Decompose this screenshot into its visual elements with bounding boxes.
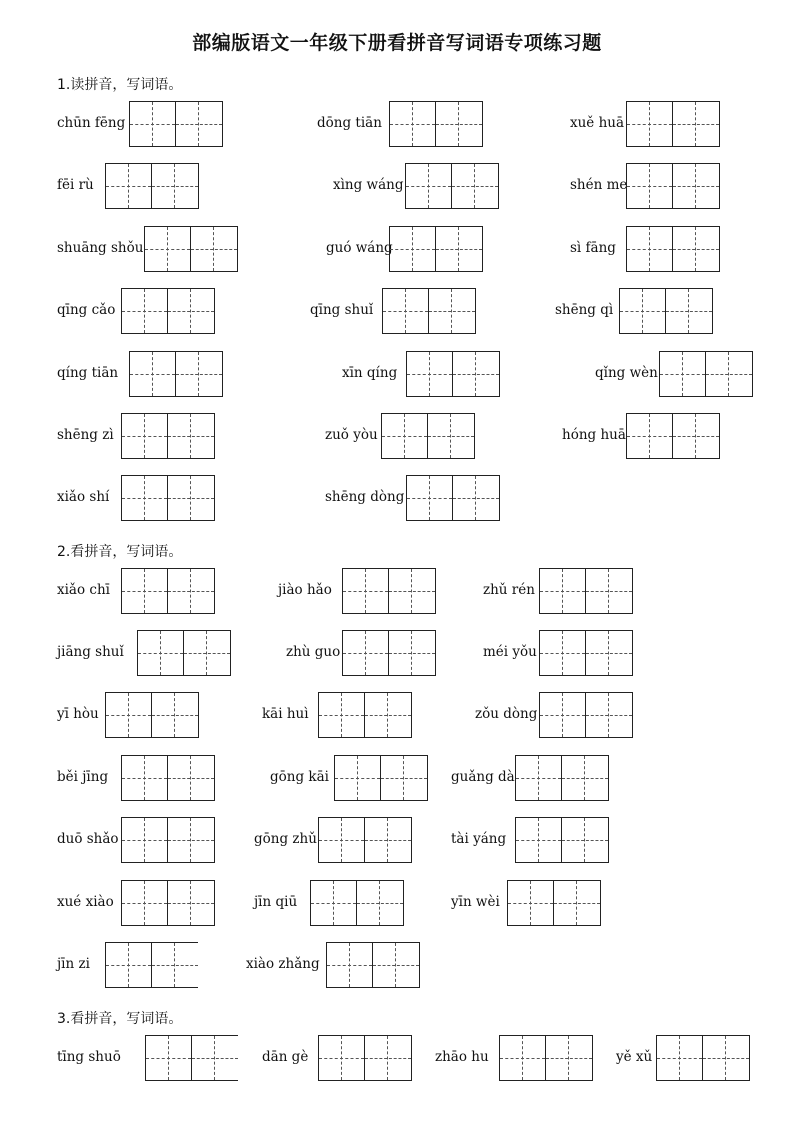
tian-zi-ge-cell[interactable]: [168, 414, 214, 458]
pinyin-prompt: zuǒ yòu: [325, 427, 378, 443]
tian-zi-ge-cell[interactable]: [627, 102, 673, 146]
tian-zi-ge-cell[interactable]: [540, 693, 586, 737]
tian-zi-ge-cell[interactable]: [168, 476, 214, 520]
tian-zi-ge-cell[interactable]: [627, 414, 673, 458]
writing-grid[interactable]: [626, 163, 720, 209]
tian-zi-ge-cell[interactable]: [562, 818, 608, 862]
tian-zi-ge-cell[interactable]: [406, 164, 452, 208]
worksheet-title: 部编版语文一年级下册看拼音写词语专项练习题: [192, 32, 602, 54]
tian-zi-ge-cell[interactable]: [365, 693, 411, 737]
tian-zi-ge-cell[interactable]: [146, 1036, 192, 1080]
tian-zi-ge-cell[interactable]: [168, 818, 214, 862]
pinyin-prompt: jiāng shuǐ: [57, 644, 124, 660]
tian-zi-ge-cell[interactable]: [389, 631, 435, 675]
tian-zi-ge-cell[interactable]: [586, 569, 632, 613]
pinyin-prompt: xué xiào: [57, 894, 114, 910]
tian-zi-ge-cell[interactable]: [428, 414, 474, 458]
writing-grid[interactable]: [121, 413, 215, 459]
pinyin-prompt: zǒu dòng: [475, 706, 538, 722]
tian-zi-ge-cell[interactable]: [357, 881, 403, 925]
tian-zi-ge-cell[interactable]: [706, 352, 752, 396]
tian-zi-ge-cell[interactable]: [627, 164, 673, 208]
pinyin-prompt: tīng shuō: [57, 1049, 121, 1065]
tian-zi-ge-cell[interactable]: [516, 756, 562, 800]
writing-grid[interactable]: [382, 288, 476, 334]
writing-grid[interactable]: [389, 226, 483, 272]
tian-zi-ge-cell[interactable]: [327, 943, 373, 987]
tian-zi-ge-cell[interactable]: [383, 289, 429, 333]
writing-grid[interactable]: [626, 226, 720, 272]
writing-grid[interactable]: [626, 101, 720, 147]
writing-grid[interactable]: [121, 568, 215, 614]
tian-zi-ge-cell[interactable]: [554, 881, 600, 925]
tian-zi-ge-cell[interactable]: [407, 352, 453, 396]
tian-zi-ge-cell[interactable]: [382, 414, 428, 458]
tian-zi-ge-cell[interactable]: [436, 102, 482, 146]
writing-grid[interactable]: [121, 755, 215, 801]
pinyin-prompt: fēi rù: [57, 177, 94, 193]
pinyin-prompt: hóng huā: [562, 427, 626, 443]
tian-zi-ge-cell[interactable]: [673, 164, 719, 208]
pinyin-prompt: xiào zhǎng: [246, 956, 320, 972]
writing-grid[interactable]: [121, 288, 215, 334]
pinyin-prompt: xuě huā: [570, 115, 625, 131]
tian-zi-ge-cell[interactable]: [452, 164, 498, 208]
tian-zi-ge-cell[interactable]: [390, 102, 436, 146]
writing-grid[interactable]: [334, 755, 428, 801]
tian-zi-ge-cell[interactable]: [660, 352, 706, 396]
tian-zi-ge-cell[interactable]: [106, 164, 152, 208]
tian-zi-ge-cell[interactable]: [453, 476, 499, 520]
pinyin-prompt: kāi huì: [262, 706, 309, 722]
writing-grid[interactable]: [105, 942, 198, 988]
pinyin-prompt: yě xǔ: [616, 1049, 653, 1065]
tian-zi-ge-cell[interactable]: [546, 1036, 592, 1080]
tian-zi-ge-cell[interactable]: [191, 227, 237, 271]
pinyin-prompt: tài yáng: [451, 831, 507, 847]
pinyin-prompt: shēng dòng: [325, 489, 405, 505]
tian-zi-ge-cell[interactable]: [673, 227, 719, 271]
pinyin-prompt: sì fāng: [570, 240, 616, 256]
writing-grid[interactable]: [318, 817, 412, 863]
pinyin-prompt: méi yǒu: [483, 644, 537, 660]
pinyin-prompt: guó wáng: [326, 240, 393, 256]
writing-grid[interactable]: [619, 288, 713, 334]
pinyin-prompt: gōng zhǔ: [254, 831, 317, 847]
tian-zi-ge-cell[interactable]: [145, 227, 191, 271]
pinyin-prompt: qíng tiān: [57, 365, 119, 381]
tian-zi-ge-cell[interactable]: [319, 1036, 365, 1080]
section-3-heading: 3.看拼音，写词语。: [57, 1011, 183, 1027]
tian-zi-ge-cell[interactable]: [673, 414, 719, 458]
tian-zi-ge-cell[interactable]: [130, 102, 176, 146]
tian-zi-ge-cell[interactable]: [673, 102, 719, 146]
tian-zi-ge-cell[interactable]: [106, 693, 152, 737]
tian-zi-ge-cell[interactable]: [666, 289, 712, 333]
tian-zi-ge-cell[interactable]: [343, 631, 389, 675]
writing-grid[interactable]: [626, 413, 720, 459]
tian-zi-ge-cell[interactable]: [381, 756, 427, 800]
writing-grid[interactable]: [342, 568, 436, 614]
writing-grid[interactable]: [105, 163, 199, 209]
tian-zi-ge-cell[interactable]: [586, 631, 632, 675]
writing-grid[interactable]: [515, 755, 609, 801]
writing-grid[interactable]: [539, 630, 633, 676]
tian-zi-ge-cell[interactable]: [343, 569, 389, 613]
writing-grid[interactable]: [342, 630, 436, 676]
tian-zi-ge-cell[interactable]: [106, 943, 152, 987]
writing-grid[interactable]: [539, 568, 633, 614]
pinyin-prompt: gōng kāi: [270, 769, 329, 785]
pinyin-prompt: běi jīng: [57, 769, 109, 785]
tian-zi-ge-cell[interactable]: [508, 881, 554, 925]
writing-grid[interactable]: [121, 817, 215, 863]
writing-grid[interactable]: [659, 351, 753, 397]
tian-zi-ge-cell[interactable]: [429, 289, 475, 333]
writing-grid[interactable]: [145, 1035, 238, 1081]
tian-zi-ge-cell[interactable]: [516, 818, 562, 862]
tian-zi-ge-cell[interactable]: [365, 818, 411, 862]
pinyin-prompt: shuāng shǒu: [57, 240, 144, 256]
pinyin-prompt: duō shǎo: [57, 831, 119, 847]
pinyin-prompt: chūn fēng: [57, 115, 126, 131]
pinyin-prompt: guǎng dà: [451, 769, 515, 785]
tian-zi-ge-cell[interactable]: [389, 569, 435, 613]
pinyin-prompt: zhù guo: [286, 644, 341, 660]
tian-zi-ge-cell[interactable]: [436, 227, 482, 271]
writing-grid[interactable]: [381, 413, 475, 459]
writing-grid[interactable]: [129, 351, 223, 397]
writing-grid[interactable]: [310, 880, 404, 926]
tian-zi-ge-cell[interactable]: [311, 881, 357, 925]
tian-zi-ge-cell[interactable]: [407, 476, 453, 520]
tian-zi-ge-cell[interactable]: [703, 1036, 749, 1080]
pinyin-prompt: xiǎo chī: [57, 582, 110, 598]
tian-zi-ge-cell[interactable]: [122, 414, 168, 458]
section-1-heading: 1.读拼音，写词语。: [57, 77, 183, 93]
writing-grid[interactable]: [318, 692, 412, 738]
writing-grid[interactable]: [389, 101, 483, 147]
writing-grid[interactable]: [121, 475, 215, 521]
pinyin-prompt: shén me: [570, 177, 628, 193]
writing-grid[interactable]: [105, 692, 199, 738]
pinyin-prompt: jīn qiū: [254, 894, 298, 910]
pinyin-prompt: zhǔ rén: [483, 582, 535, 598]
tian-zi-ge-cell[interactable]: [176, 352, 222, 396]
tian-zi-ge-cell[interactable]: [657, 1036, 703, 1080]
pinyin-prompt: jīn zi: [57, 956, 90, 972]
tian-zi-ge-cell[interactable]: [192, 1036, 238, 1080]
pinyin-prompt: xiǎo shí: [57, 489, 110, 505]
pinyin-prompt: yī hòu: [57, 706, 99, 722]
section-2-heading: 2.看拼音，写词语。: [57, 544, 183, 560]
writing-grid[interactable]: [656, 1035, 750, 1081]
tian-zi-ge-cell[interactable]: [540, 569, 586, 613]
tian-zi-ge-cell[interactable]: [168, 881, 214, 925]
tian-zi-ge-cell[interactable]: [390, 227, 436, 271]
tian-zi-ge-cell[interactable]: [168, 569, 214, 613]
writing-grid[interactable]: [137, 630, 231, 676]
tian-zi-ge-cell[interactable]: [586, 693, 632, 737]
pinyin-prompt: qǐng wèn: [595, 365, 658, 381]
tian-zi-ge-cell[interactable]: [562, 756, 608, 800]
pinyin-prompt: jiào hǎo: [278, 582, 332, 598]
tian-zi-ge-cell[interactable]: [152, 693, 198, 737]
pinyin-prompt: dān gè: [262, 1049, 309, 1065]
tian-zi-ge-cell[interactable]: [138, 631, 184, 675]
writing-grid[interactable]: [499, 1035, 593, 1081]
pinyin-prompt: dōng tiān: [317, 115, 382, 131]
pinyin-prompt: shēng zì: [57, 427, 114, 443]
tian-zi-ge-cell[interactable]: [335, 756, 381, 800]
tian-zi-ge-cell[interactable]: [627, 227, 673, 271]
tian-zi-ge-cell[interactable]: [319, 818, 365, 862]
pinyin-prompt: xìng wáng: [333, 177, 404, 193]
tian-zi-ge-cell[interactable]: [122, 818, 168, 862]
tian-zi-ge-cell[interactable]: [365, 1036, 411, 1080]
tian-zi-ge-cell[interactable]: [168, 756, 214, 800]
tian-zi-ge-cell[interactable]: [152, 943, 198, 987]
tian-zi-ge-cell[interactable]: [500, 1036, 546, 1080]
pinyin-prompt: xīn qíng: [342, 365, 398, 381]
tian-zi-ge-cell[interactable]: [122, 881, 168, 925]
writing-grid[interactable]: [129, 101, 223, 147]
tian-zi-ge-cell[interactable]: [176, 102, 222, 146]
tian-zi-ge-cell[interactable]: [122, 569, 168, 613]
tian-zi-ge-cell[interactable]: [373, 943, 419, 987]
writing-grid[interactable]: [326, 942, 420, 988]
writing-grid[interactable]: [406, 475, 500, 521]
tian-zi-ge-cell[interactable]: [184, 631, 230, 675]
writing-grid[interactable]: [121, 880, 215, 926]
tian-zi-ge-cell[interactable]: [122, 289, 168, 333]
tian-zi-ge-cell[interactable]: [168, 289, 214, 333]
pinyin-prompt: zhāo hu: [435, 1049, 489, 1065]
writing-grid[interactable]: [515, 817, 609, 863]
writing-grid[interactable]: [507, 880, 601, 926]
writing-grid[interactable]: [405, 163, 499, 209]
writing-grid[interactable]: [539, 692, 633, 738]
tian-zi-ge-cell[interactable]: [130, 352, 176, 396]
tian-zi-ge-cell[interactable]: [122, 756, 168, 800]
tian-zi-ge-cell[interactable]: [540, 631, 586, 675]
tian-zi-ge-cell[interactable]: [453, 352, 499, 396]
tian-zi-ge-cell[interactable]: [122, 476, 168, 520]
pinyin-prompt: qīng cǎo: [57, 302, 116, 318]
tian-zi-ge-cell[interactable]: [319, 693, 365, 737]
writing-grid[interactable]: [406, 351, 500, 397]
pinyin-prompt: shēng qì: [555, 302, 614, 318]
tian-zi-ge-cell[interactable]: [620, 289, 666, 333]
tian-zi-ge-cell[interactable]: [152, 164, 198, 208]
pinyin-prompt: yīn wèi: [451, 894, 500, 910]
pinyin-prompt: qīng shuǐ: [310, 302, 374, 318]
writing-grid[interactable]: [318, 1035, 412, 1081]
writing-grid[interactable]: [144, 226, 238, 272]
